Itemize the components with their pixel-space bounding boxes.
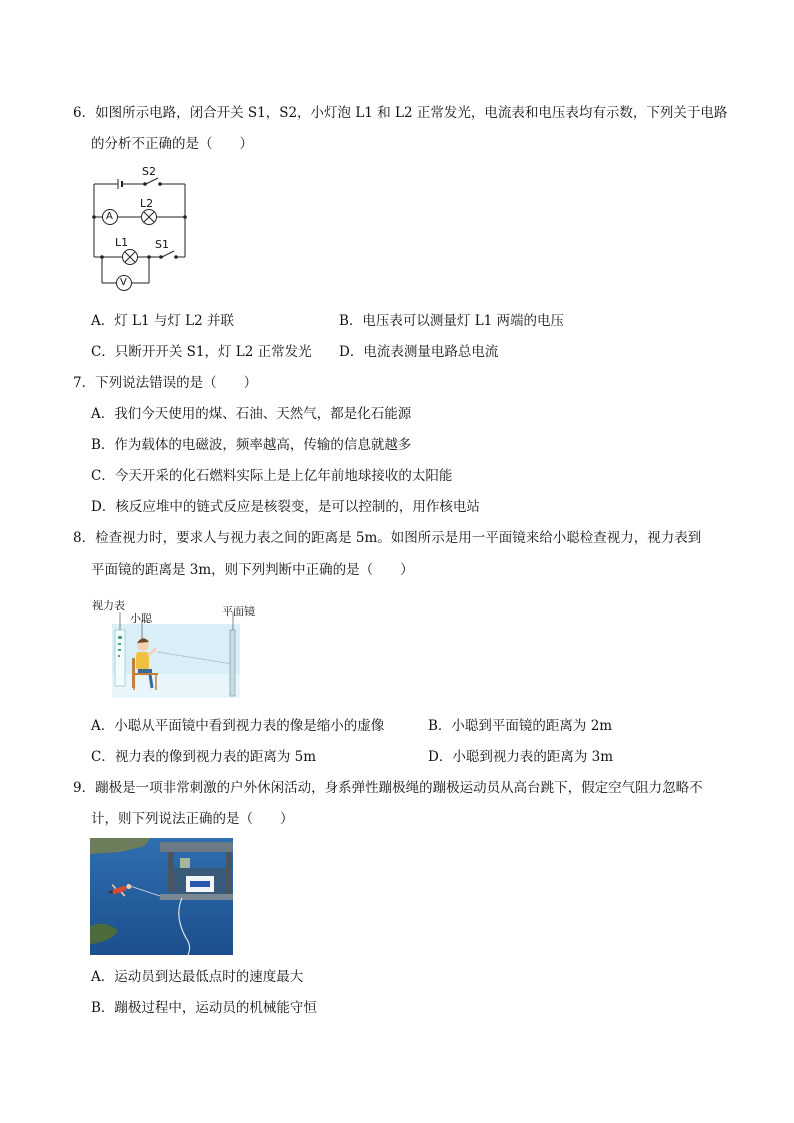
q9-line2: 计，则下列说法正确的是（ ） <box>91 811 294 827</box>
label-xiaocong: 小聪 <box>130 612 152 625</box>
q8-option-c: C．视力表的像到视力表的距离为 5m <box>91 749 317 765</box>
q8-option-d: D．小聪到视力表的距离为 3m <box>428 749 614 765</box>
q6-option-d: D．电流表测量电路总电流 <box>339 344 499 360</box>
label-plane-mirror: 平面镜 <box>222 605 255 618</box>
q7-option-c: C．今天开采的化石燃料实际上是上亿年前地球接收的太阳能 <box>91 468 453 484</box>
q6-option-a: A．灯 L1 与灯 L2 并联 <box>91 313 235 329</box>
q8-option-a: A．小聪从平面镜中看到视力表的像是缩小的虚像 <box>91 718 385 734</box>
label-s2: S2 <box>142 165 156 178</box>
q9-option-b: B．蹦极过程中，运动员的机械能守恒 <box>91 1000 317 1016</box>
label-voltmeter: V <box>120 277 127 288</box>
q6-option-b: B．电压表可以测量灯 L1 两端的电压 <box>339 313 565 329</box>
q6-circuit-diagram <box>88 163 200 293</box>
label-l1: L1 <box>115 236 129 249</box>
q9-bungee-photo <box>90 838 233 955</box>
label-l2: L2 <box>140 197 154 210</box>
q8-line2: 平面镜的距离是 3m，则下列判断中正确的是（ ） <box>91 562 414 578</box>
q9-option-a: A．运动员到达最低点时的速度最大 <box>91 969 304 985</box>
q8-line1: 8．检查视力时，要求人与视力表之间的距离是 5m。如图所示是用一平面镜来给小聪检查视力，视力表到 <box>73 530 702 546</box>
q7-option-d: D．核反应堆中的链式反应是核裂变，是可以控制的，用作核电站 <box>91 499 480 515</box>
q7-option-b: B．作为载体的电磁波，频率越高，传输的信息就越多 <box>91 437 412 453</box>
label-eye-chart: 视力表 <box>92 599 125 612</box>
label-ammeter: A <box>106 211 113 222</box>
q9-line1: 9．蹦极是一项非常刺激的户外休闲活动，身系弹性蹦极绳的蹦极运动员从高台跳下，假定空气阻力忽略不 <box>73 780 703 796</box>
q6-line1: 6．如图所示电路，闭合开关 S1，S2，小灯泡 L1 和 L2 正常发光，电流表和电压表均有示数，下列关于电路 <box>73 105 728 121</box>
q6-line2: 的分析不正确的是（ ） <box>91 136 253 152</box>
q7-line1: 7．下列说法错误的是（ ） <box>73 375 258 391</box>
label-s1: S1 <box>155 238 169 251</box>
q6-option-c: C．只断开开关 S1，灯 L2 正常发光 <box>91 344 312 360</box>
q7-option-a: A．我们今天使用的煤、石油、天然气，都是化石能源 <box>91 406 412 422</box>
q8-option-b: B．小聪到平面镜的距离为 2m <box>428 718 613 734</box>
